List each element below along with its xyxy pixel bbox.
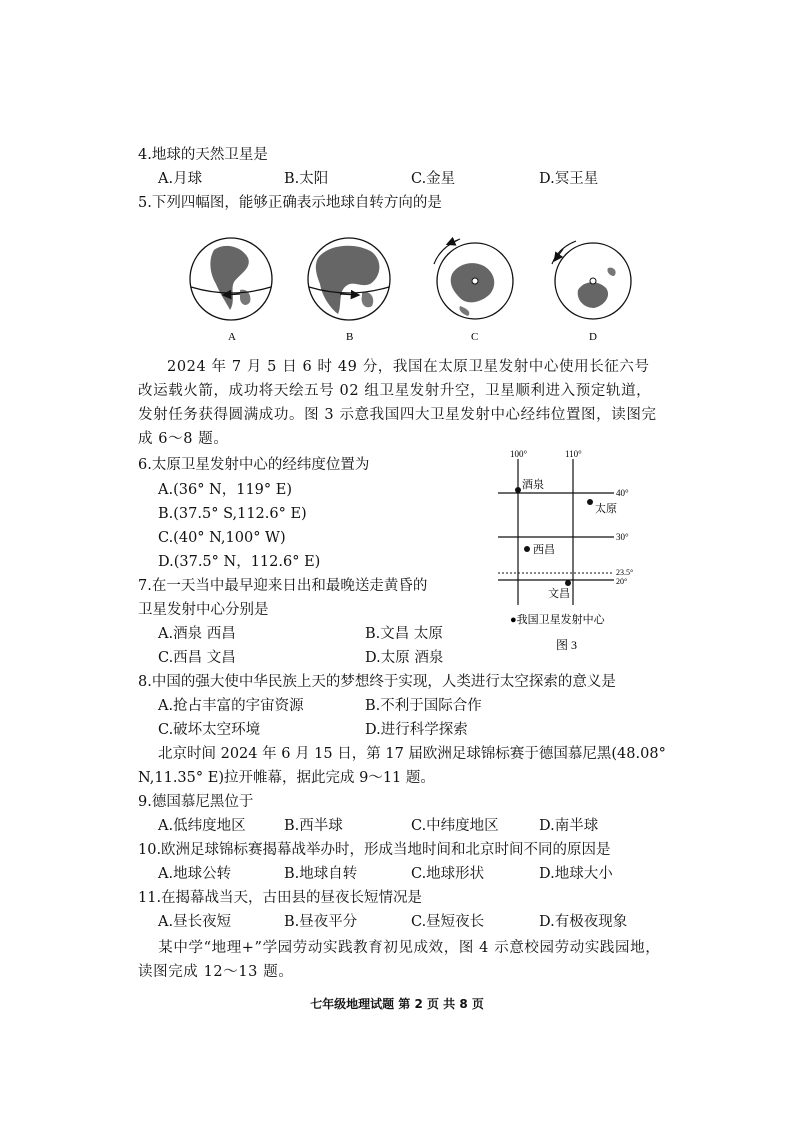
wenchang-marker [565, 580, 571, 586]
globes-figure [180, 228, 650, 348]
q4-stem: 4.地球的天然卫星是 [138, 147, 268, 163]
jiuquan-marker [515, 487, 521, 493]
globe-label-d: D [589, 331, 597, 343]
q6-option-d: D.(37.5° N，112.6° E) [158, 554, 321, 570]
q8-option-d: D.进行科学探索 [365, 722, 468, 738]
q10-option-d: D.地球大小 [539, 866, 613, 882]
passage-garden: 某中学“地理+”学园劳动实践教育初见成效，图 4 示意校园劳动实践园地，读图完成 12～13 题。 [138, 940, 661, 980]
globe-label-a: A [228, 331, 236, 343]
q10-stem: 10.欧洲足球锦标赛揭幕战举办时，形成当地时间和北京时间不同的原因是 [138, 842, 611, 858]
lon-110-label: 110° [565, 449, 582, 459]
figure3-caption: 图 3 [556, 638, 578, 652]
lat-23-label: 23.5° [616, 568, 634, 577]
q11-stem: 11.在揭幕战当天，古田县的昼夜长短情况是 [138, 890, 423, 906]
q4-option-d: D.冥王星 [539, 171, 599, 187]
q8-stem: 8.中国的强大使中华民族上天的梦想终于实现，人类进行太空探索的意义是 [138, 674, 616, 690]
q11-option-b: B.昼夜平分 [284, 914, 358, 930]
lat-40-label: 40° [616, 488, 629, 498]
globe-b [308, 238, 390, 320]
q7-option-b: B.文昌 太原 [365, 626, 443, 642]
q6-stem: 6.太原卫星发射中心的经纬度位置为 [138, 457, 370, 473]
q6-option-a: A.(36° N，119° E) [158, 482, 293, 498]
q10-option-c: C.地球形状 [411, 866, 485, 882]
page-footer: 七年级地理试题 第 2 页 共 8 页 [310, 997, 484, 1011]
xichang-marker [524, 546, 530, 552]
passage-euro-line2: N,11.35° E)拉开帷幕，据此完成 9～11 题。 [138, 770, 435, 786]
q6-option-c: C.(40° N,100° W) [158, 530, 286, 546]
globe-d [552, 241, 631, 319]
figure3-map [490, 445, 650, 655]
q7-option-a: A.酒泉 西昌 [158, 626, 236, 642]
passage-launch: 2024 年 7 月 5 日 6 时 49 分，我国在太原卫星发射中心使用长征六号改运载火箭，成功将天绘五号 02 组卫星发射升空，卫星顺利进入预定轨道，发射任务获得圆满成功。图 3 示意我国四大卫星发射中心经纬位置图，读图完成 6～8 题。 [138, 359, 657, 447]
taiyuan-marker [587, 499, 593, 505]
q8-option-a: A.抢占丰富的宇宙资源 [158, 698, 304, 714]
xichang-label: 西昌 [533, 544, 555, 556]
q7-option-d: D.太原 酒泉 [365, 650, 444, 666]
q9-option-d: D.南半球 [539, 818, 599, 834]
taiyuan-label: 太原 [595, 503, 617, 515]
passage-euro-line1: 北京时间 2024 年 6 月 15 日，第 17 届欧洲足球锦标赛于德国慕尼黑(48.08° [158, 746, 666, 762]
q10-option-b: B.地球自转 [284, 866, 358, 882]
q4-option-a: A.月球 [158, 171, 203, 187]
lon-100-label: 100° [510, 449, 528, 459]
q11-option-a: A.昼长夜短 [158, 914, 232, 930]
globe-label-c: C [471, 331, 479, 343]
q6-option-b: B.(37.5° S,112.6° E) [158, 506, 307, 522]
jiuquan-label: 酒泉 [522, 479, 544, 491]
q8-option-c: C.破坏太空环境 [158, 722, 261, 738]
q5-stem: 5.下列四幅图，能够正确表示地球自转方向的是 [138, 195, 442, 211]
q4-option-c: C.金星 [411, 171, 456, 187]
globe-a [190, 238, 272, 320]
q11-option-d: D.有极夜现象 [539, 914, 628, 930]
q9-option-c: C.中纬度地区 [411, 818, 499, 834]
q7-option-c: C.西昌 文昌 [158, 650, 236, 666]
globe-label-b: B [346, 331, 354, 343]
q7-stem-line1: 7.在一天当中最早迎来日出和最晚送走黄昏的 [138, 578, 428, 594]
q9-option-a: A.低纬度地区 [158, 818, 246, 834]
wenchang-label: 文昌 [548, 588, 570, 600]
q7-stem-line2: 卫星发射中心分别是 [138, 602, 269, 618]
lat-30-label: 30° [616, 532, 629, 542]
q4-option-b: B.太阳 [284, 171, 329, 187]
q10-option-a: A.地球公转 [158, 866, 232, 882]
q8-option-b: B.不利于国际合作 [365, 698, 482, 714]
q9-stem: 9.德国慕尼黑位于 [138, 794, 254, 810]
q11-option-c: C.昼短夜长 [411, 914, 485, 930]
q9-option-b: B.西半球 [284, 818, 343, 834]
globe-c [434, 239, 513, 319]
lat-20-label: 20° [616, 577, 628, 586]
figure3-legend: ●我国卫星发射中心 [510, 614, 605, 626]
